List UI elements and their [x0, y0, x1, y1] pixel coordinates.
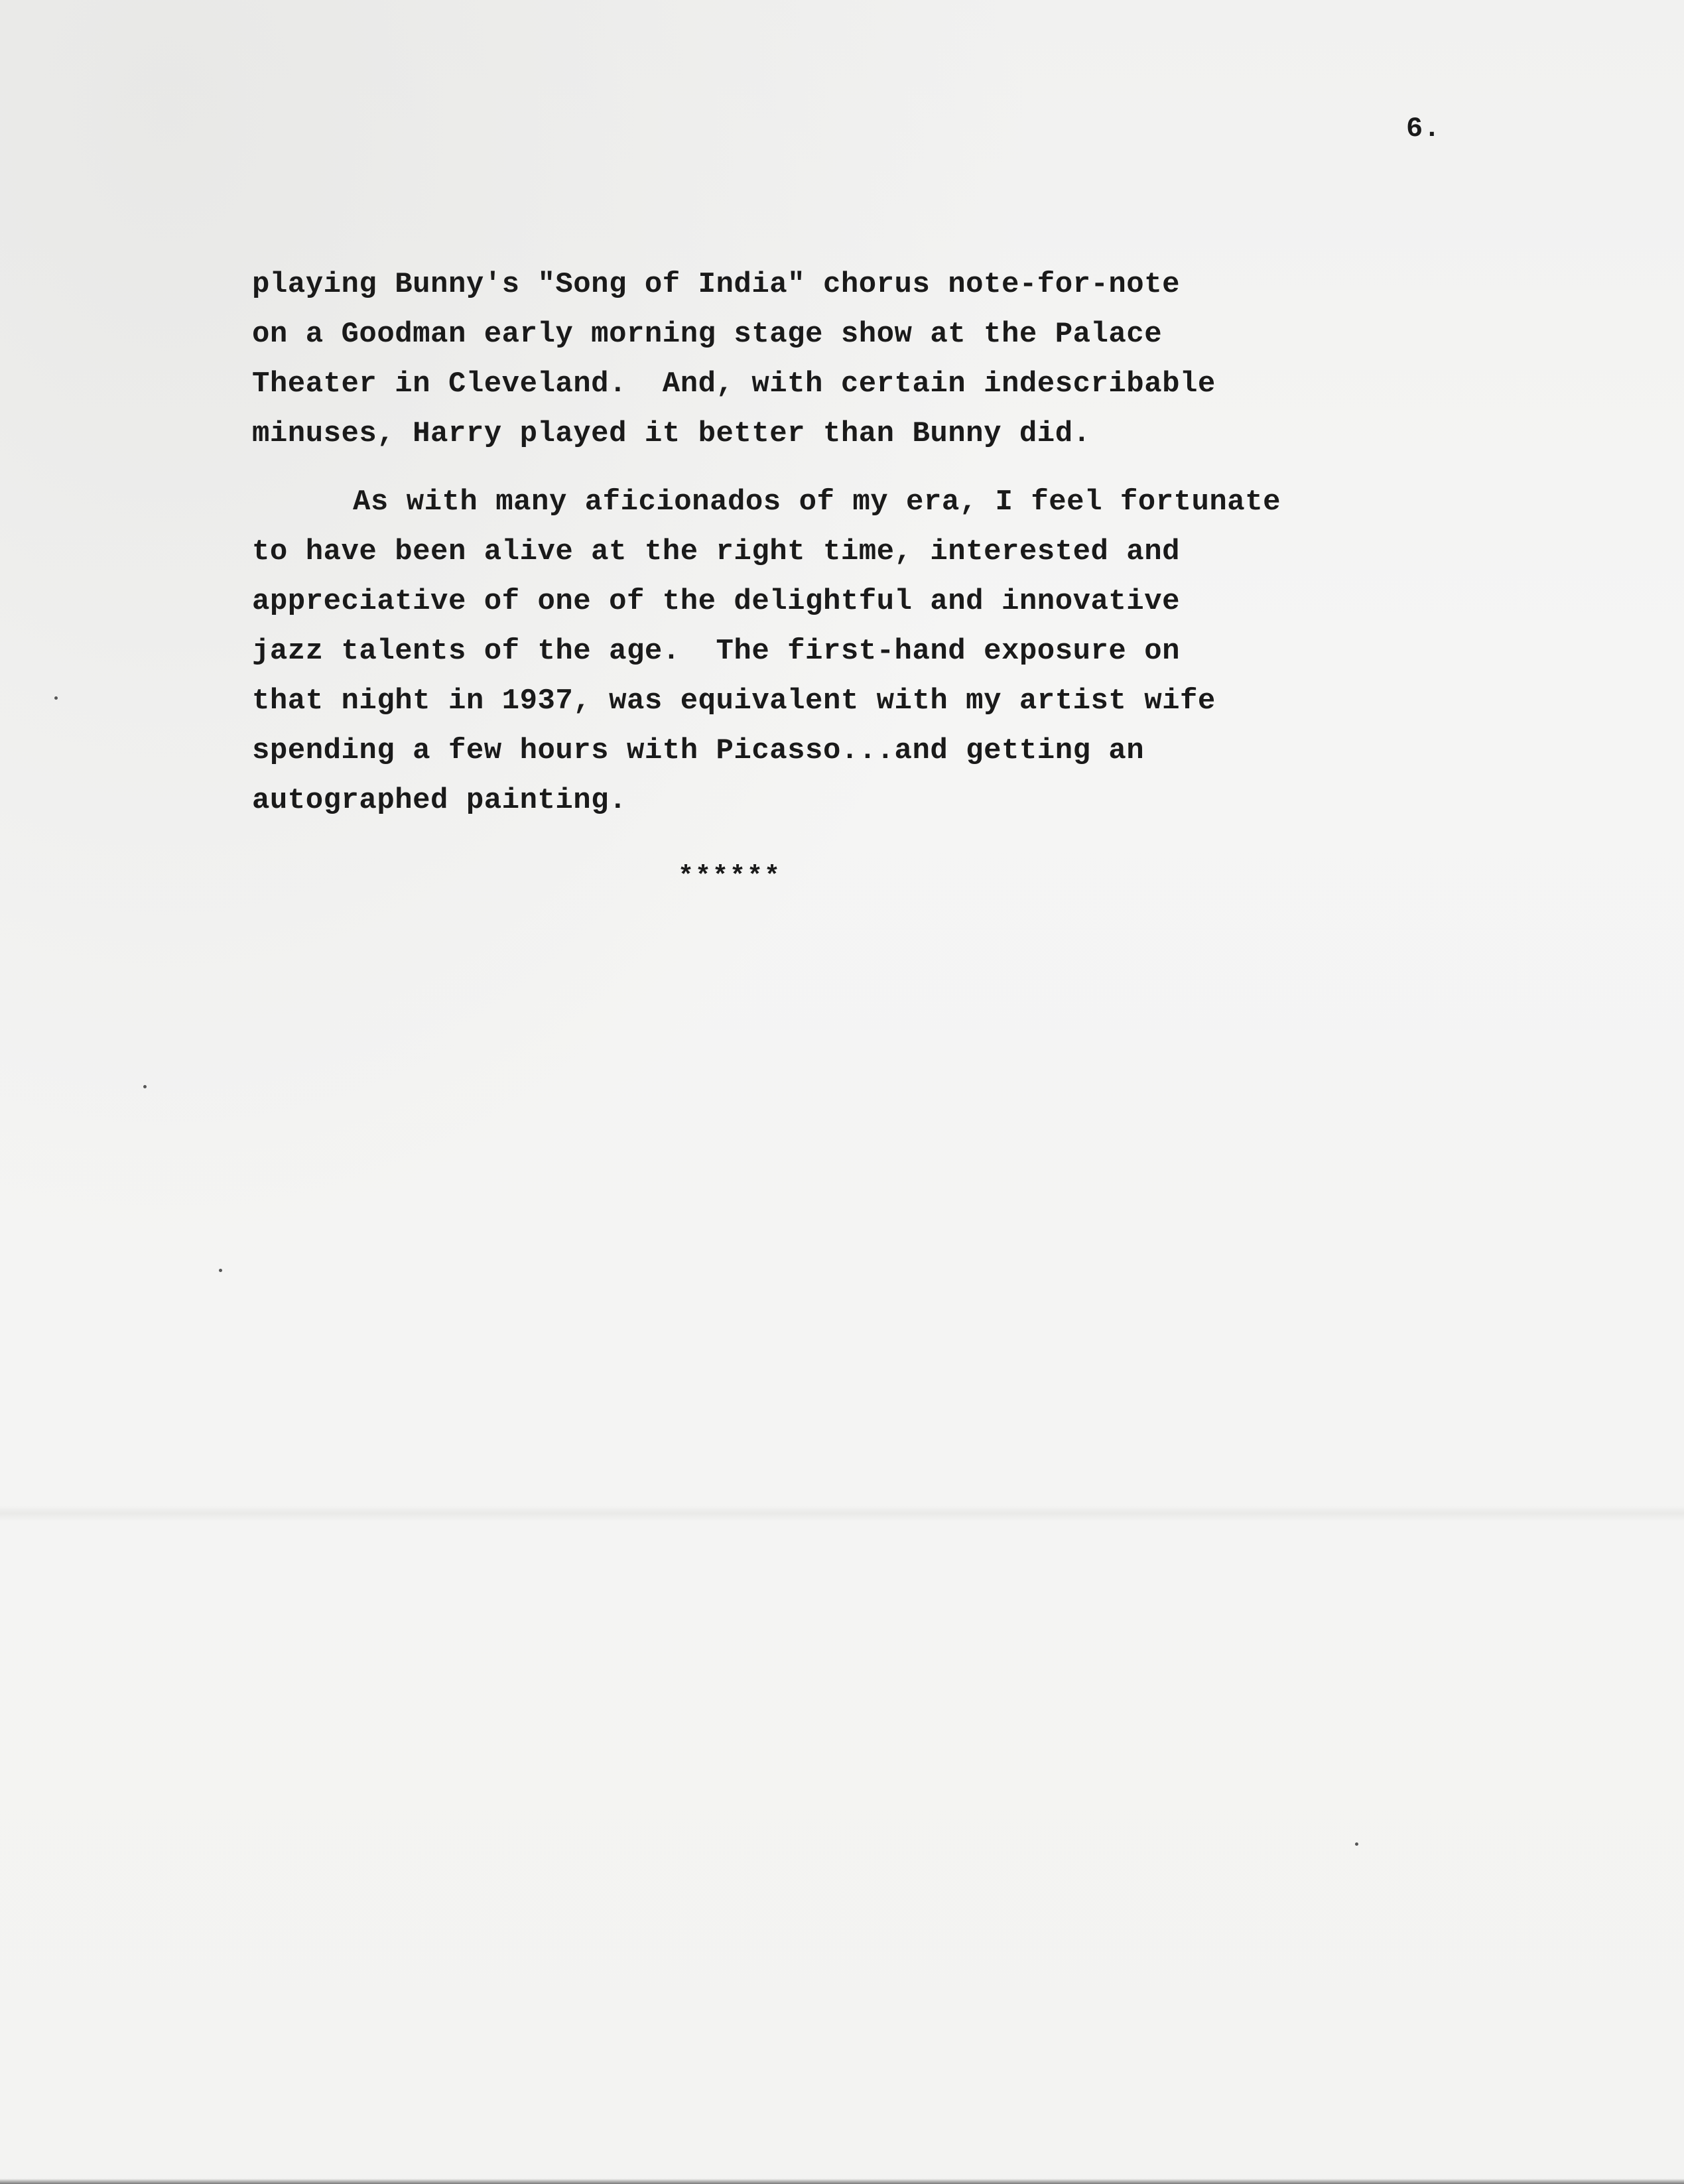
- paragraph-2: [252, 478, 1433, 826]
- section-end-asterisks: ******: [678, 862, 782, 892]
- paper-speck: [219, 1269, 222, 1272]
- paper-speck: [143, 1085, 147, 1088]
- text-line: spending a few hours with Picasso...and getting an: [252, 734, 1145, 767]
- text-line: appreciative of one of the delightful and innovative: [252, 585, 1181, 618]
- page-number: 6.: [1406, 113, 1441, 145]
- text-line: jazz talents of the age. The first-hand exposure on: [252, 635, 1181, 668]
- text-line: autographed painting.: [252, 784, 627, 817]
- body-text: [252, 260, 1433, 844]
- text-line: to have been alive at the right time, interested and: [252, 535, 1181, 568]
- paper-speck: [1355, 1842, 1358, 1846]
- text-line: that night in 1937, was equivalent with my artist wife: [252, 684, 1216, 718]
- paragraph-1: [252, 260, 1433, 459]
- text-line: As with many aficionados of my era, I feel fortunate: [353, 485, 1281, 519]
- scan-edge: [0, 2179, 1684, 2184]
- text-line: minuses, Harry played it better than Bunny did.: [252, 417, 1091, 450]
- paper-speck: [54, 696, 58, 700]
- text-line: on a Goodman early morning stage show at the Palace: [252, 318, 1163, 351]
- text-line: Theater in Cleveland. And, with certain indescribable: [252, 367, 1216, 401]
- paper-fold: [0, 1506, 1684, 1521]
- text-line: playing Bunny's "Song of India" chorus note-for-note: [252, 268, 1181, 301]
